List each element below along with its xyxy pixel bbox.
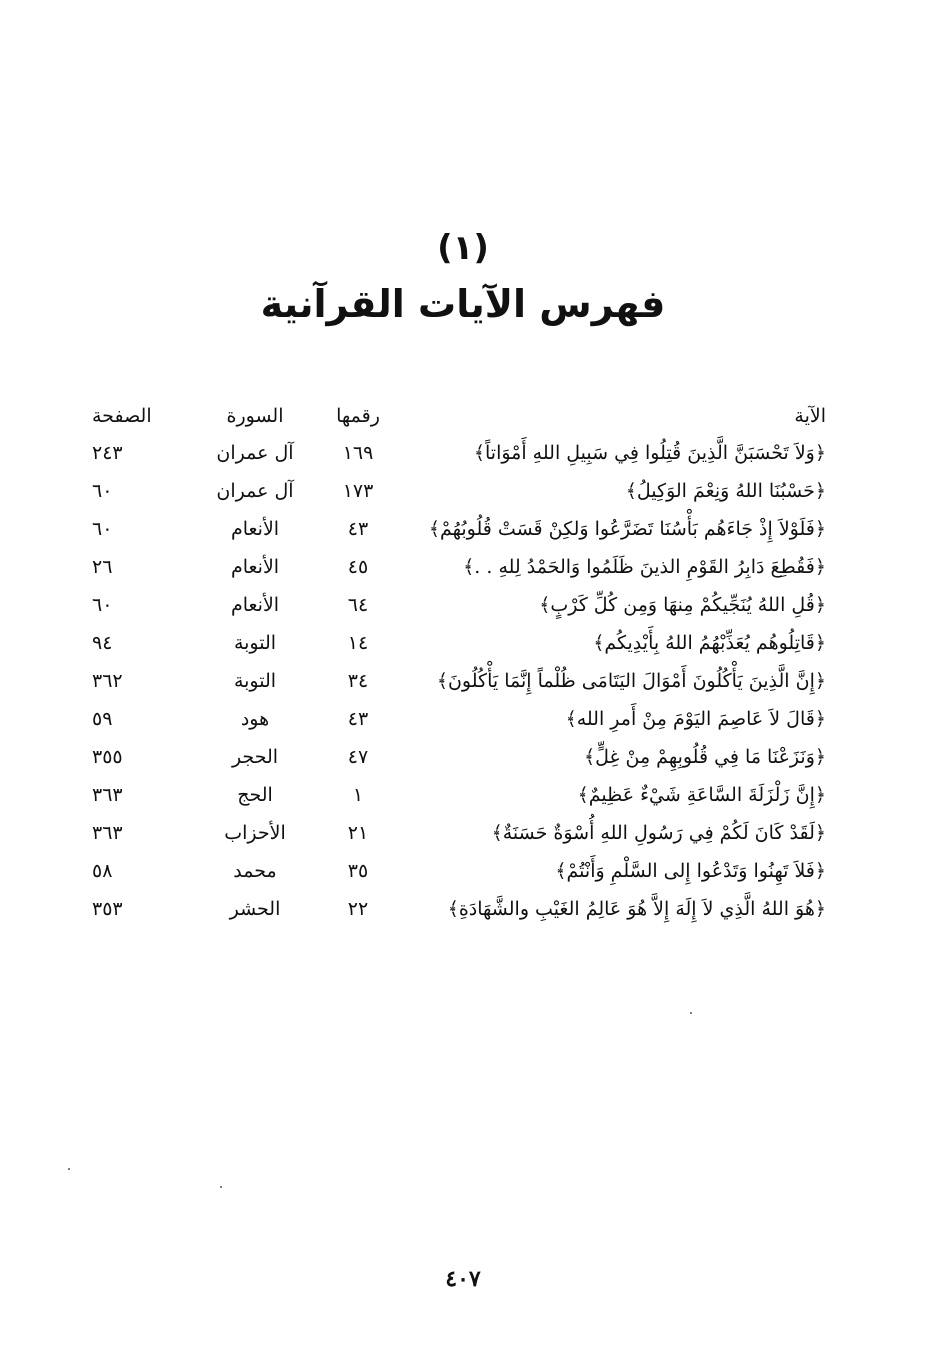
- verse-cell: ﴿قُلِ اللهُ يُنَجِّيكُمْ مِنهَا وَمِن كُلِّ كَرْبٍ﴾: [539, 594, 826, 616]
- page-cell: ٥٨: [92, 860, 113, 882]
- page-cell: ٢٤٣: [92, 442, 123, 464]
- page-number: ٤٠٧: [445, 1266, 481, 1292]
- table-row: [92, 472, 826, 510]
- table-row: [92, 510, 826, 548]
- number-cell: ٤٣: [347, 518, 369, 540]
- verse-cell: ﴿هُوَ اللهُ الَّذِي لاَ إِلَهَ إِلاَّ هُوَ عَالِمُ الغَيْبِ والشَّهَادَةِ﴾: [447, 898, 826, 920]
- page-cell: ٣٥٣: [92, 898, 123, 920]
- surah-cell: هود: [240, 708, 270, 730]
- table-row: [92, 776, 826, 814]
- surah-cell: الحشر: [229, 898, 281, 920]
- page-cell: ٣٦٣: [92, 784, 123, 806]
- number-cell: ٤٥: [347, 556, 369, 578]
- surah-cell: آل عمران: [216, 442, 294, 464]
- header-surah: السورة: [226, 405, 284, 427]
- number-cell: ١٤: [347, 632, 369, 654]
- verse-cell: ﴿إِنَّ الَّذِينَ يَأْكُلُونَ أَمْوَالَ اليَتَامَى ظُلْماً إِنَّمَا يَأْكُلُونَ﴾: [436, 670, 826, 692]
- page-cell: ٦٠: [92, 594, 113, 616]
- page-cell: ٦٠: [92, 480, 113, 502]
- page-title: فهرس الآيات القرآنية: [260, 282, 666, 326]
- number-cell: ٤٧: [347, 746, 369, 768]
- surah-cell: آل عمران: [216, 480, 294, 502]
- surah-cell: الأنعام: [230, 556, 280, 578]
- table-row: [92, 662, 826, 700]
- table-row: [92, 852, 826, 890]
- verse-cell: ﴿لَقَدْ كَانَ لَكُمْ فِي رَسُولِ اللهِ أُسْوَةٌ حَسَنَةٌ﴾: [491, 822, 826, 844]
- number-cell: ١٦٩: [342, 442, 374, 464]
- header-number: رقمها: [336, 405, 380, 427]
- number-cell: ٦٤: [347, 594, 369, 616]
- surah-cell: التوبة: [233, 632, 277, 654]
- verse-cell: ﴿قَاتِلُوهُم يُعَذِّبْهُمُ اللهُ بِأَيْدِيكُم﴾: [593, 632, 826, 654]
- surah-cell: الأنعام: [230, 594, 280, 616]
- verse-cell: ﴿وَلاَ تَحْسَبَنَّ الَّذِينَ قُتِلُوا فِي سَبِيلِ اللهِ أَمْوَاتاً﴾: [473, 442, 826, 464]
- table-row: [92, 700, 826, 738]
- table-row: [92, 548, 826, 586]
- surah-cell: محمد: [233, 860, 277, 882]
- verse-cell: ﴿إِنَّ زَلْزَلَةَ السَّاعَةِ شَيْءٌ عَظِيمٌ﴾: [577, 784, 826, 806]
- header-page: الصفحة: [92, 405, 152, 427]
- table-header-row: [92, 398, 826, 434]
- page-cell: ٦٠: [92, 518, 113, 540]
- page-cell: ٣٥٥: [92, 746, 123, 768]
- number-cell: ٢٢: [347, 898, 369, 920]
- verse-index-table: [92, 398, 826, 928]
- number-cell: ١٧٣: [342, 480, 374, 502]
- number-cell: ٢١: [347, 822, 369, 844]
- table-row: [92, 434, 826, 472]
- scan-speck: [220, 1186, 222, 1188]
- section-number: (١): [437, 228, 489, 268]
- surah-cell: الأحزاب: [224, 822, 286, 844]
- page-cell: ٥٩: [92, 708, 113, 730]
- table-row: [92, 586, 826, 624]
- surah-cell: الحج: [237, 784, 273, 806]
- surah-cell: التوبة: [233, 670, 277, 692]
- table-row: [92, 738, 826, 776]
- surah-cell: الحجر: [231, 746, 279, 768]
- surah-cell: الأنعام: [230, 518, 280, 540]
- verse-cell: ﴿فَقُطِعَ دَابِرُ القَوْمِ الذينَ ظَلَمُوا وَالحَمْدُ لِلهِ . .﴾: [463, 556, 826, 578]
- number-cell: ٤٣: [347, 708, 369, 730]
- page-cell: ٣٦٢: [92, 670, 123, 692]
- verse-cell: ﴿حَسْبُنَا اللهُ وَنِعْمَ الوَكِيلُ﴾: [625, 480, 826, 502]
- scan-speck: [690, 1012, 692, 1014]
- verse-cell: ﴿فَلاَ تَهِنُوا وَتَدْعُوا إِلى السَّلْمِ وَأَنْتُمْ﴾: [555, 860, 826, 882]
- header-verse: الآية: [794, 405, 826, 427]
- table-row: [92, 814, 826, 852]
- verse-cell: ﴿وَنَزَعْنَا مَا فِي قُلُوبِهِمْ مِنْ غِلٍّ﴾: [584, 746, 826, 768]
- page-cell: ٩٤: [92, 632, 113, 654]
- number-cell: ١: [352, 784, 364, 806]
- number-cell: ٣٤: [347, 670, 369, 692]
- page-cell: ٢٦: [92, 556, 113, 578]
- scan-speck: [68, 1168, 70, 1170]
- table-row: [92, 890, 826, 928]
- table-row: [92, 624, 826, 662]
- number-cell: ٣٥: [347, 860, 369, 882]
- verse-cell: ﴿فَلَوْلاَ إِذْ جَاءَهُم بَأْسُنَا تَضَرَّعُوا وَلكِنْ قَسَتْ قُلُوبُهُمْ﴾: [428, 518, 826, 540]
- verse-cell: ﴿قَالَ لاَ عَاصِمَ اليَوْمَ مِنْ أَمرِ الله﴾: [565, 708, 826, 730]
- page-cell: ٣٦٣: [92, 822, 123, 844]
